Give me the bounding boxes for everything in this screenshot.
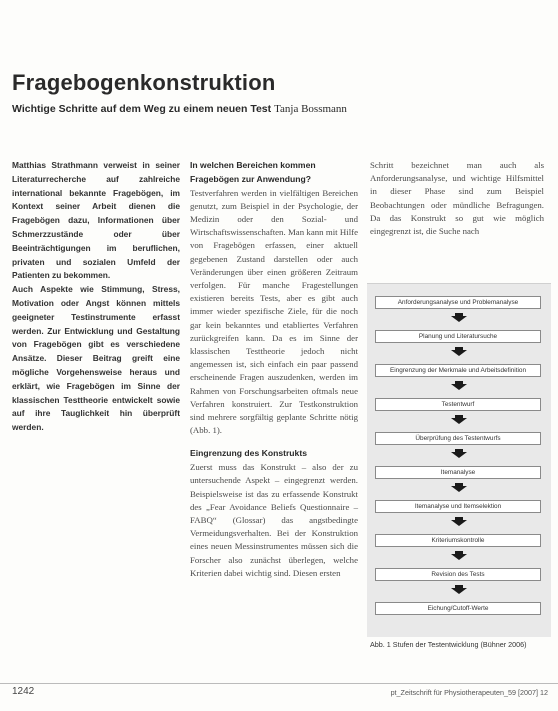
down-arrow-icon [449,381,469,390]
down-arrow-icon [449,585,469,594]
article-subtitle [12,103,347,115]
diagram-step: Testentwurf [375,398,541,411]
intro-paragraph: Auch Aspekte wie Stimmung, Stress, Motivation oder Angst können mittels geeigneter Testinstrumente erfasst werden. Zur Entwicklung und Gestaltung von Fragebögen gibt es verschiedene Ansätze. Dieser Beitrag greift eine mögliche Vorgehensweise heraus und erklärt, wie Fragebögen im Sinne der klassischen Testtheorie entwickelt sowie auf ihre Tauglichkeit hin überprüft werden. [12,284,180,433]
down-arrow-icon [449,551,469,560]
test-development-diagram [367,283,551,637]
body-column-middle [190,159,358,580]
section-heading: Eingrenzung des Konstrukts [190,448,307,459]
intro-paragraph: Matthias Strathmann verweist in seiner Literaturrecherche auf zahlreiche international bekannte Fragebögen, im Kontext seiner Arbeit dienen die Fragebögen dazu, Informationen über Schmerzzustände oder über Beeinträchtigungen im beruflichen, privaten und sozialen Umfeld der Patienten zu bekommen. [12,160,180,281]
down-arrow-icon [449,517,469,526]
section-text: Zuerst muss das Konstrukt – also der zu untersuchende Aspekt – eingegrenzt werden. Beispielsweise ist das zu erfassende Konstrukt des „Fear Avoidance Beliefs Questionnaire – FABQ“ (Glossar) das angstbedingte Vermeidungsverhalten. Bei der Konstruktion eines neuen Messinstrumentes müssen sich die Forscher also zunächst überlegen, welche Kriterien dabei wichtig sind. Diesen ersten [190,462,358,578]
down-arrow-icon [449,347,469,356]
diagram-step: Eingrenzung der Merkmale und Arbeitsdefinition [375,364,541,377]
subtitle-text: Wichtige Schritte auf dem Weg zu einem neuen Test [12,103,272,115]
journal-reference: pt_Zeitschrift für Physiotherapeuten_59 [2007] 12 [390,688,548,697]
footer-divider [0,683,558,684]
diagram-step: Kriteriumskontrolle [375,534,541,547]
diagram-step: Eichung/Cutoff-Werte [375,602,541,615]
body-column-right [370,159,544,238]
diagram-step: Itemanalyse [375,466,541,479]
intro-column [12,159,180,435]
down-arrow-icon [449,483,469,492]
diagram-step: Planung und Literatursuche [375,330,541,343]
diagram-step: Itemanalyse und Itemselektion [375,500,541,513]
down-arrow-icon [449,415,469,424]
down-arrow-icon [449,313,469,322]
section-heading: In welchen Bereichen kommen Fragebögen zur Anwendung? [190,160,316,184]
author-name: Tanja Bossmann [274,103,347,115]
diagram-step: Revision des Tests [375,568,541,581]
article-title: Fragebogenkonstruktion [12,70,276,95]
figure-caption: Abb. 1 Stufen der Testentwicklung (Bühner 2006) [370,640,527,649]
section-text: Schritt bezeichnet man auch als Anforderungsanalyse, und wichtige Hilfsmittel in dieser Phase sind zum Beispiel Beobachtungen oder mündliche Befragungen. Da das Konstrukt so gut wie möglich eingegrenzt ist, die Suche nach [370,160,544,237]
diagram-step: Überprüfung des Testentwurfs [375,432,541,445]
diagram-step: Anforderungsanalyse und Problemanalyse [375,296,541,309]
page-number: 1242 [12,686,35,697]
down-arrow-icon [449,449,469,458]
section-text: Testverfahren werden in vielfältigen Bereichen genutzt, zum Beispiel in der Psychologie, der Medizin oder den Sozial- und Wirtschaftswissenschaften. Man kann mit Hilfe von Fragebögen erfassen, einer aktuell gegebenen Zustand darstellen oder auch Veränderungen über einen größeren Zeitraum verfolgen. Für manche Fragestellungen existieren bereits Tests, aber es gibt auch immer wieder spezifische Ziele, für die noch gar kein bekanntes und etabliertes Verfahren zurückgreifen kann. Da es im Sinne der klassischen Testtheorie jedoch nicht angemessen ist, sich einfach ein paar passend erscheinende Fragen auszudenken, werden im Rahmen von Forschungsarbeiten oftmals neue Verfahren konstruiert. Zur Testkonstruktion sind mehrere sorgfältig geplante Schritte nötig (Abb. 1). [190,187,358,436]
